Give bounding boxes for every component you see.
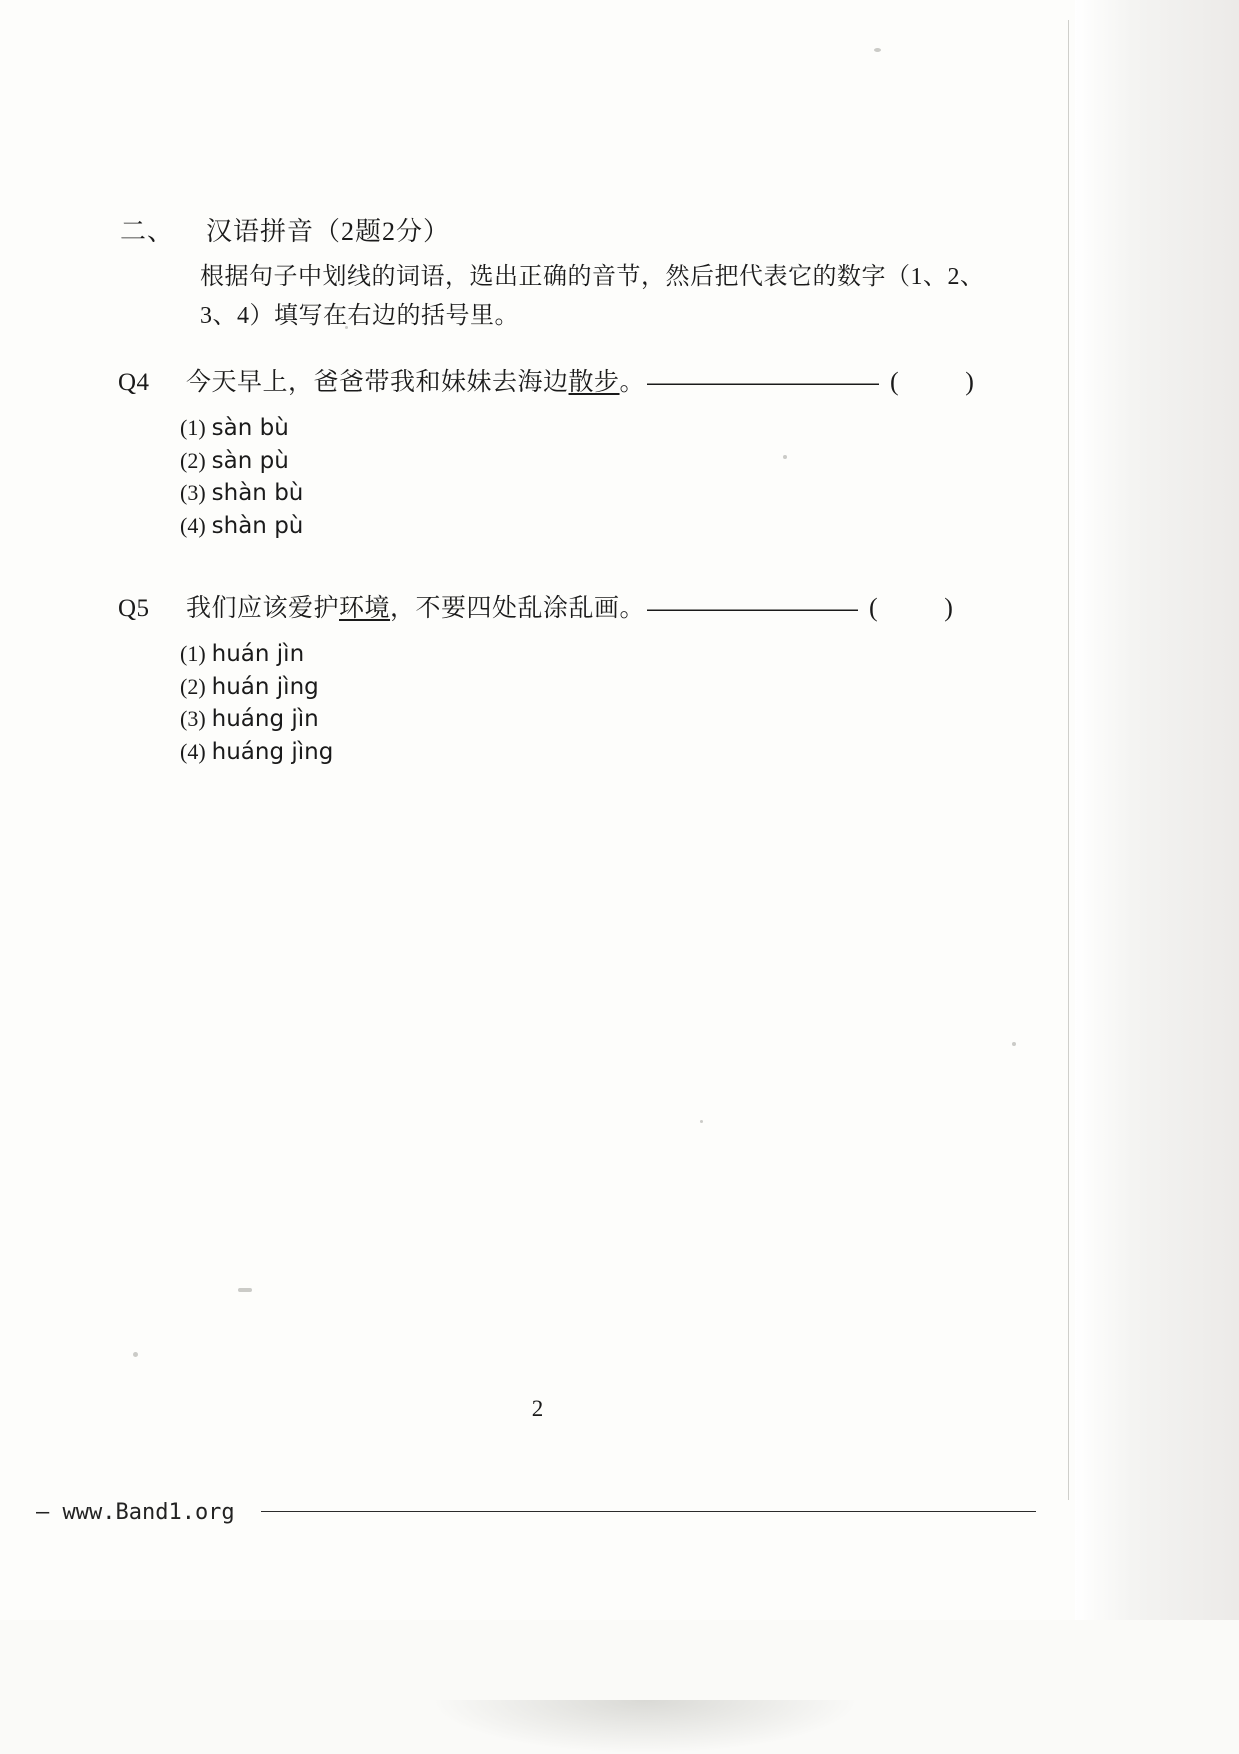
option-q5-3[interactable] <box>180 703 1058 736</box>
option-q5-4[interactable] <box>180 736 1058 769</box>
question-stem-q4 <box>118 362 1058 398</box>
section-title: 汉语拼音（2题2分） <box>206 217 451 246</box>
question-label-q4: Q4 <box>118 369 150 396</box>
answer-leader-dashes-q5: —————————— <box>647 596 858 621</box>
answer-leader-dashes-q4: ——————————— <box>647 370 879 395</box>
option-text: shàn bù <box>211 480 304 507</box>
footer-site-label[interactable]: – www.Band1.org <box>36 1500 235 1525</box>
section-heading <box>120 218 1020 247</box>
option-q4-3[interactable] <box>180 477 1058 510</box>
page-number: 2 <box>531 1396 544 1421</box>
option-number: (4) <box>180 738 206 764</box>
stem-before: 我们应该爱护 <box>186 593 340 622</box>
option-q4-2[interactable] <box>180 445 1058 478</box>
option-text: huán jìng <box>211 673 319 700</box>
option-text: huán jìn <box>211 641 305 667</box>
question-block-q5 <box>118 588 1058 769</box>
question-stem-q5 <box>118 588 1058 624</box>
stem-underlined-word: 散步 <box>568 367 620 396</box>
section-instruction: 根据句子中划线的词语，选出正确的音节，然后把代表它的数字（1、2、3、4）填写在右边的括号里。 <box>200 264 985 329</box>
option-text: sàn pù <box>211 447 289 474</box>
option-number: (3) <box>180 480 206 506</box>
option-text: sàn bù <box>211 415 289 441</box>
option-text: huáng jìng <box>211 738 334 765</box>
question-text-q5 <box>186 588 645 624</box>
option-list-q4 <box>180 412 1058 543</box>
option-number: (2) <box>180 673 206 699</box>
option-number: (3) <box>180 706 206 732</box>
section-number: 二、 <box>120 217 175 246</box>
stem-after: 。 <box>619 367 646 396</box>
footer-divider <box>261 1511 1036 1512</box>
option-number: (1) <box>180 641 206 666</box>
option-text: shàn pù <box>211 512 304 539</box>
stem-underlined-word: 环境 <box>339 593 391 622</box>
option-text: huáng jìn <box>211 706 319 733</box>
option-number: (1) <box>180 415 206 440</box>
option-number: (4) <box>180 512 206 538</box>
option-list-q5 <box>180 638 1058 769</box>
option-q5-1[interactable] <box>180 638 1058 671</box>
footer <box>36 1500 1036 1525</box>
question-label-q5: Q5 <box>118 595 150 622</box>
stem-after: ，不要四处乱涂乱画。 <box>390 593 646 622</box>
option-number: (2) <box>180 447 206 473</box>
answer-bracket-q5[interactable]: ( ) <box>869 593 983 622</box>
option-q5-2[interactable] <box>180 671 1058 704</box>
stem-before: 今天早上，爸爸带我和妹妹去海边 <box>186 367 569 396</box>
question-text-q4 <box>186 362 645 398</box>
answer-bracket-q4[interactable]: ( ) <box>890 367 1004 396</box>
option-q4-4[interactable] <box>180 510 1058 543</box>
question-block-q4 <box>118 362 1058 543</box>
option-q4-1[interactable] <box>180 412 1058 445</box>
